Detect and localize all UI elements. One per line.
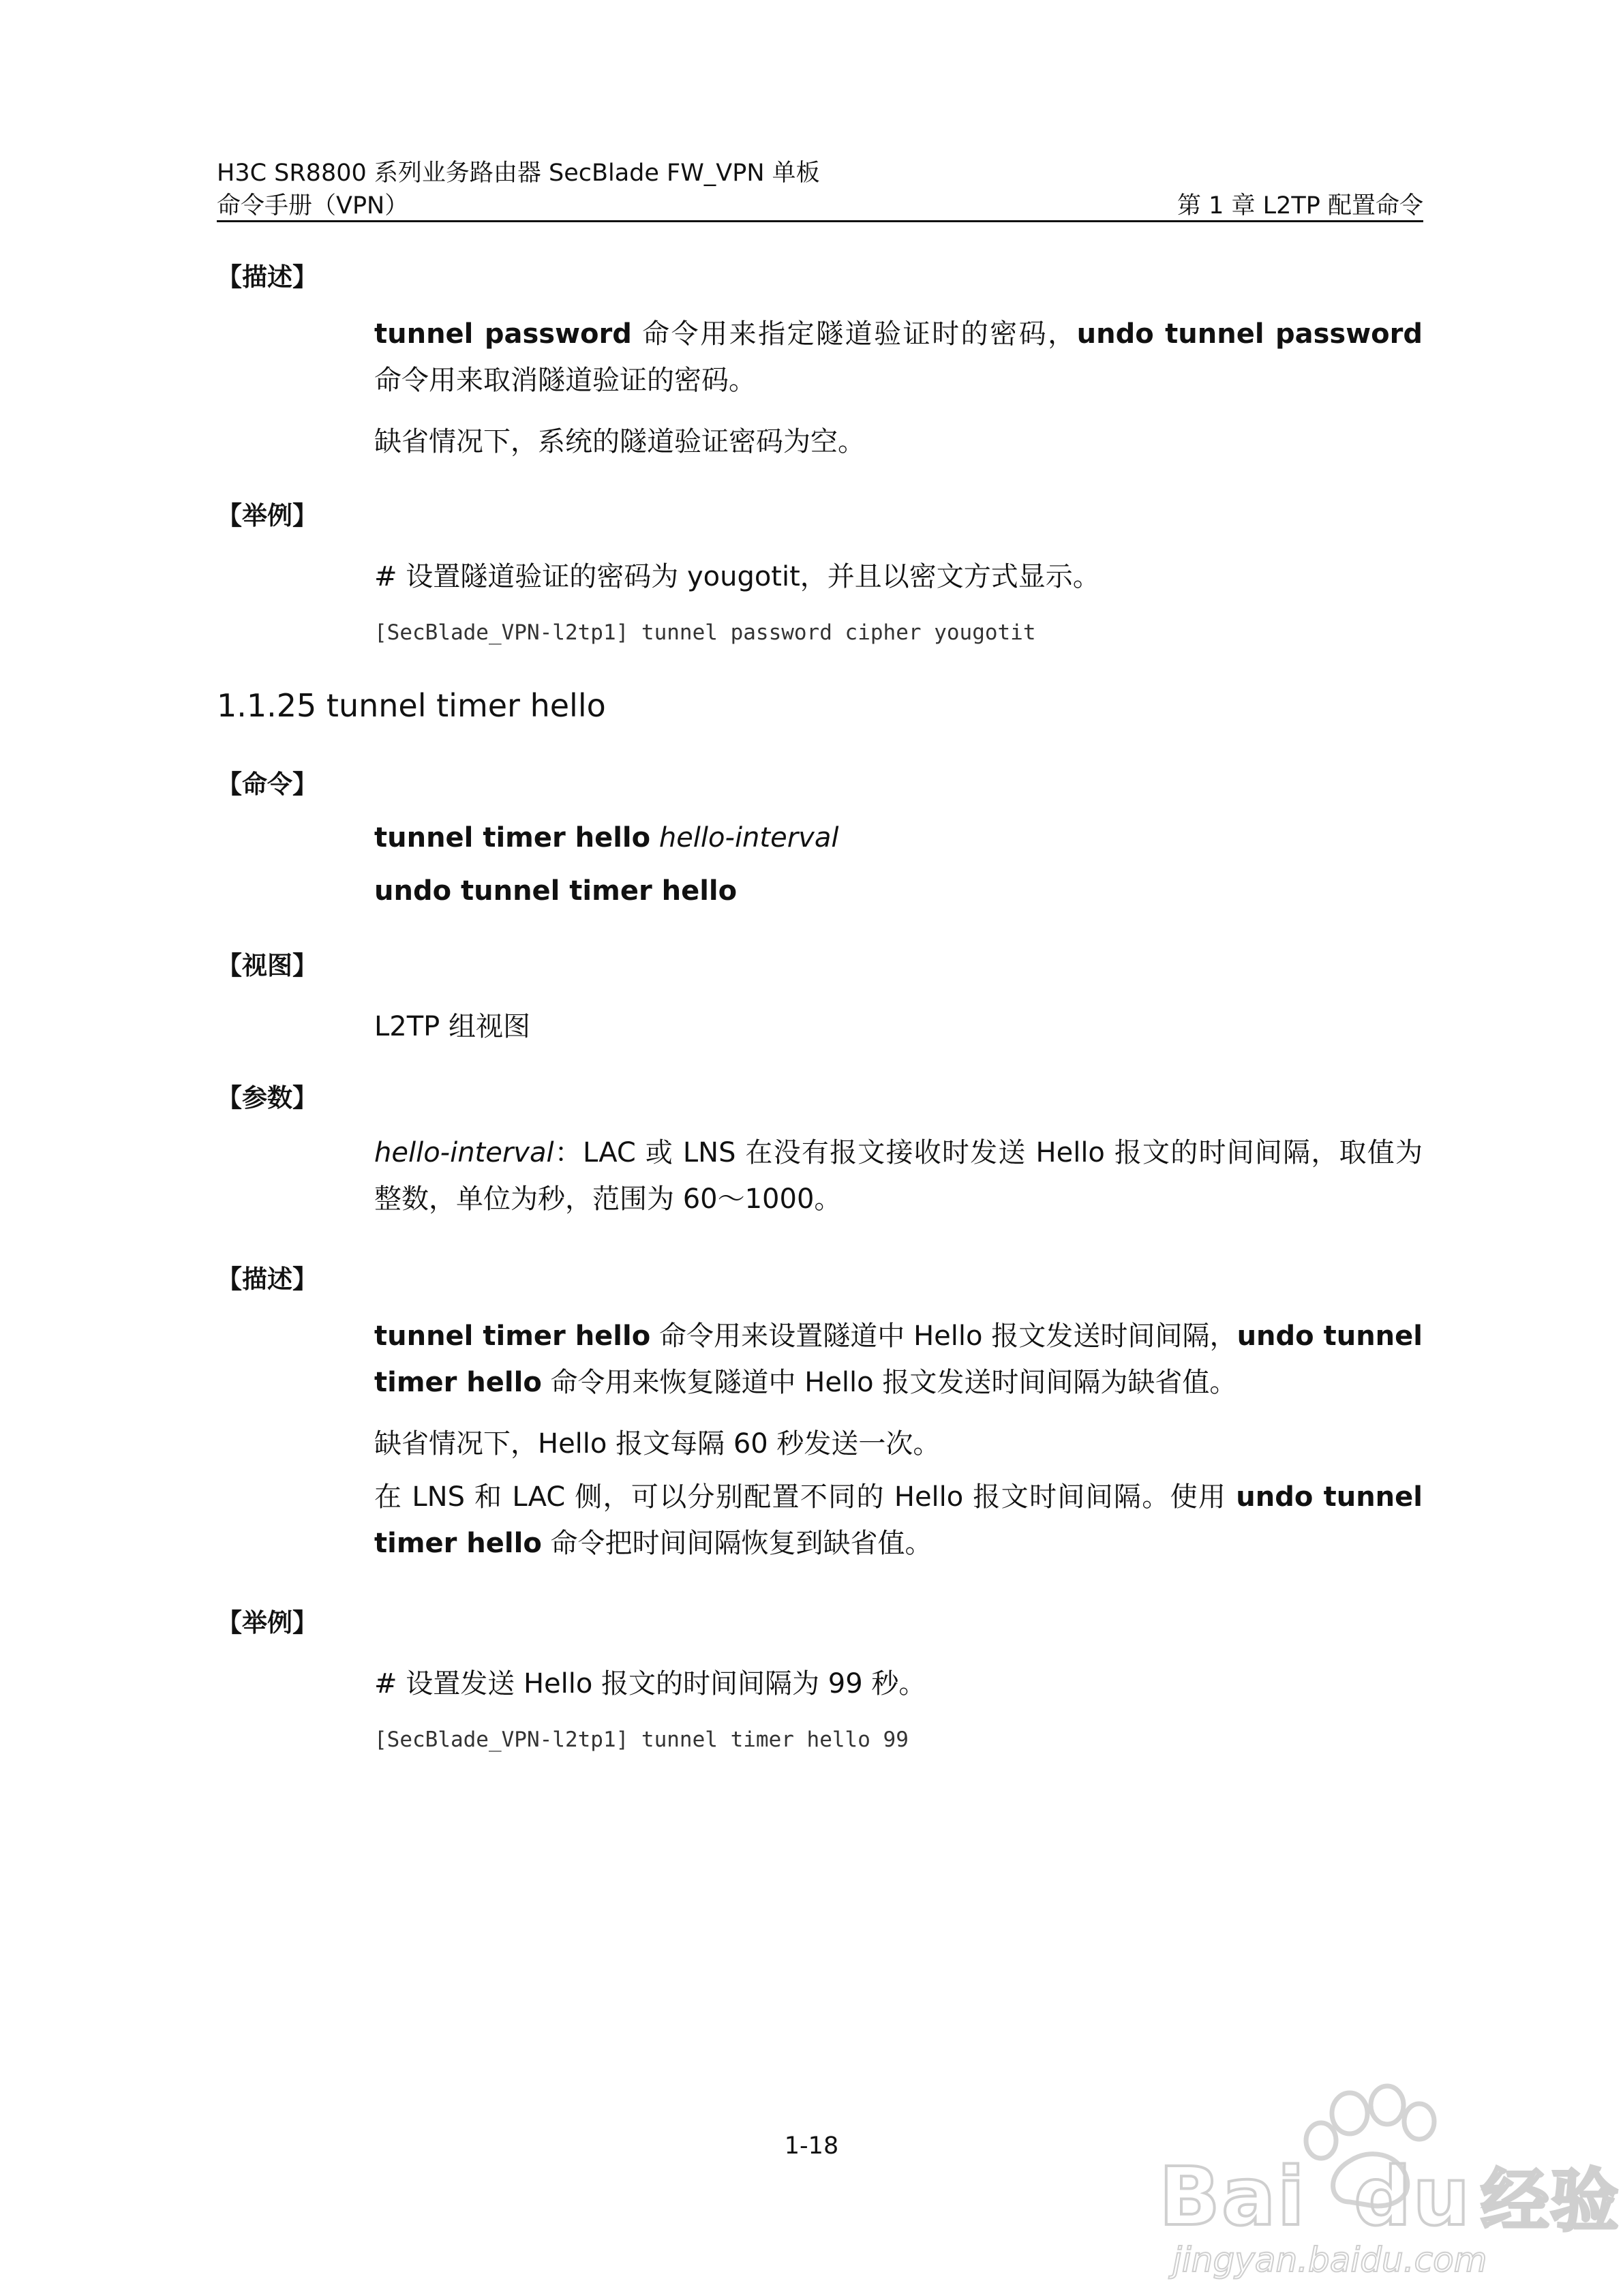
baidu-jingyan-watermark: [1152, 2066, 1620, 2280]
baidu-url: jingyan.baidu.com: [1172, 2240, 1487, 2280]
command-name: undo tunnel timer hello: [374, 1320, 1423, 1398]
command-name: undo tunnel password: [1076, 318, 1423, 350]
command-name: undo tunnel timer hello: [374, 1481, 1423, 1559]
section-title-command: 【命令】: [217, 770, 318, 799]
baidu-logo-text: Bai du 经验: [1159, 2149, 1620, 2244]
default-note: 缺省情况下，Hello 报文每隔 60 秒发送一次。: [374, 1428, 941, 1460]
description-text: 在 LNS 和 LAC 侧，可以分别配置不同的 Hello 报文时间间隔。使用: [374, 1481, 1237, 1513]
description-paragraph: [374, 311, 1423, 404]
example-code: [SecBlade_VPN-l2tp1] tunnel timer hello 99: [374, 1727, 909, 1752]
description-paragraph: [374, 1474, 1423, 1567]
description-text: 命令用来指定隧道验证时的密码，: [631, 318, 1077, 350]
command-argument: hello-interval: [658, 822, 839, 854]
command-name: tunnel password: [374, 318, 632, 350]
parameter-name: hello-interval: [374, 1137, 554, 1168]
view-text: L2TP 组视图: [374, 1011, 531, 1042]
default-note: 缺省情况下，系统的隧道验证密码为空。: [374, 426, 865, 457]
parameter-paragraph: [374, 1130, 1423, 1222]
header-manual: 命令手册（VPN）: [217, 192, 409, 220]
subsection-heading: 1.1.25 tunnel timer hello: [217, 687, 606, 724]
header-product: H3C SR8800 系列业务路由器 SecBlade FW_VPN 单板: [217, 160, 820, 187]
section-title-description: 【描述】: [217, 1265, 318, 1294]
section-title-example: 【举例】: [217, 501, 318, 530]
example-code: [SecBlade_VPN-l2tp1] tunnel password cipher yougotit: [374, 620, 1036, 645]
section-title-parameters: 【参数】: [217, 1083, 318, 1113]
header-rule: [217, 220, 1423, 222]
example-description: # 设置发送 Hello 报文的时间间隔为 99 秒。: [374, 1668, 926, 1700]
command-name: tunnel timer hello: [374, 1320, 651, 1352]
page-number: 1-18: [784, 2132, 839, 2160]
description-text: 命令用来取消隧道验证的密码。: [374, 365, 756, 396]
command-syntax: [374, 822, 838, 854]
header-chapter: 第 1 章 L2TP 配置命令: [1177, 192, 1423, 220]
section-title-example: 【举例】: [217, 1608, 318, 1637]
undo-command-syntax: [374, 875, 737, 907]
description-paragraph: [374, 1313, 1423, 1406]
section-title-description: 【描述】: [217, 262, 318, 292]
description-text: 命令把时间间隔恢复到缺省值。: [541, 1528, 932, 1559]
section-title-view: 【视图】: [217, 951, 318, 980]
description-text: 命令用来恢复隧道中 Hello 报文发送时间间隔为缺省值。: [541, 1367, 1237, 1398]
command-name: undo tunnel timer hello: [374, 875, 738, 907]
parameter-text: ：LAC 或 LNS 在没有报文接收时发送 Hello 报文的时间间隔，取值为整数，单位为秒，范围为 60～1000。: [374, 1137, 1423, 1215]
command-name: tunnel timer hello: [374, 822, 651, 854]
description-text: 命令用来设置隧道中 Hello 报文发送时间间隔，: [650, 1320, 1237, 1352]
example-description: # 设置隧道验证的密码为 yougotit，并且以密文方式显示。: [374, 561, 1100, 592]
